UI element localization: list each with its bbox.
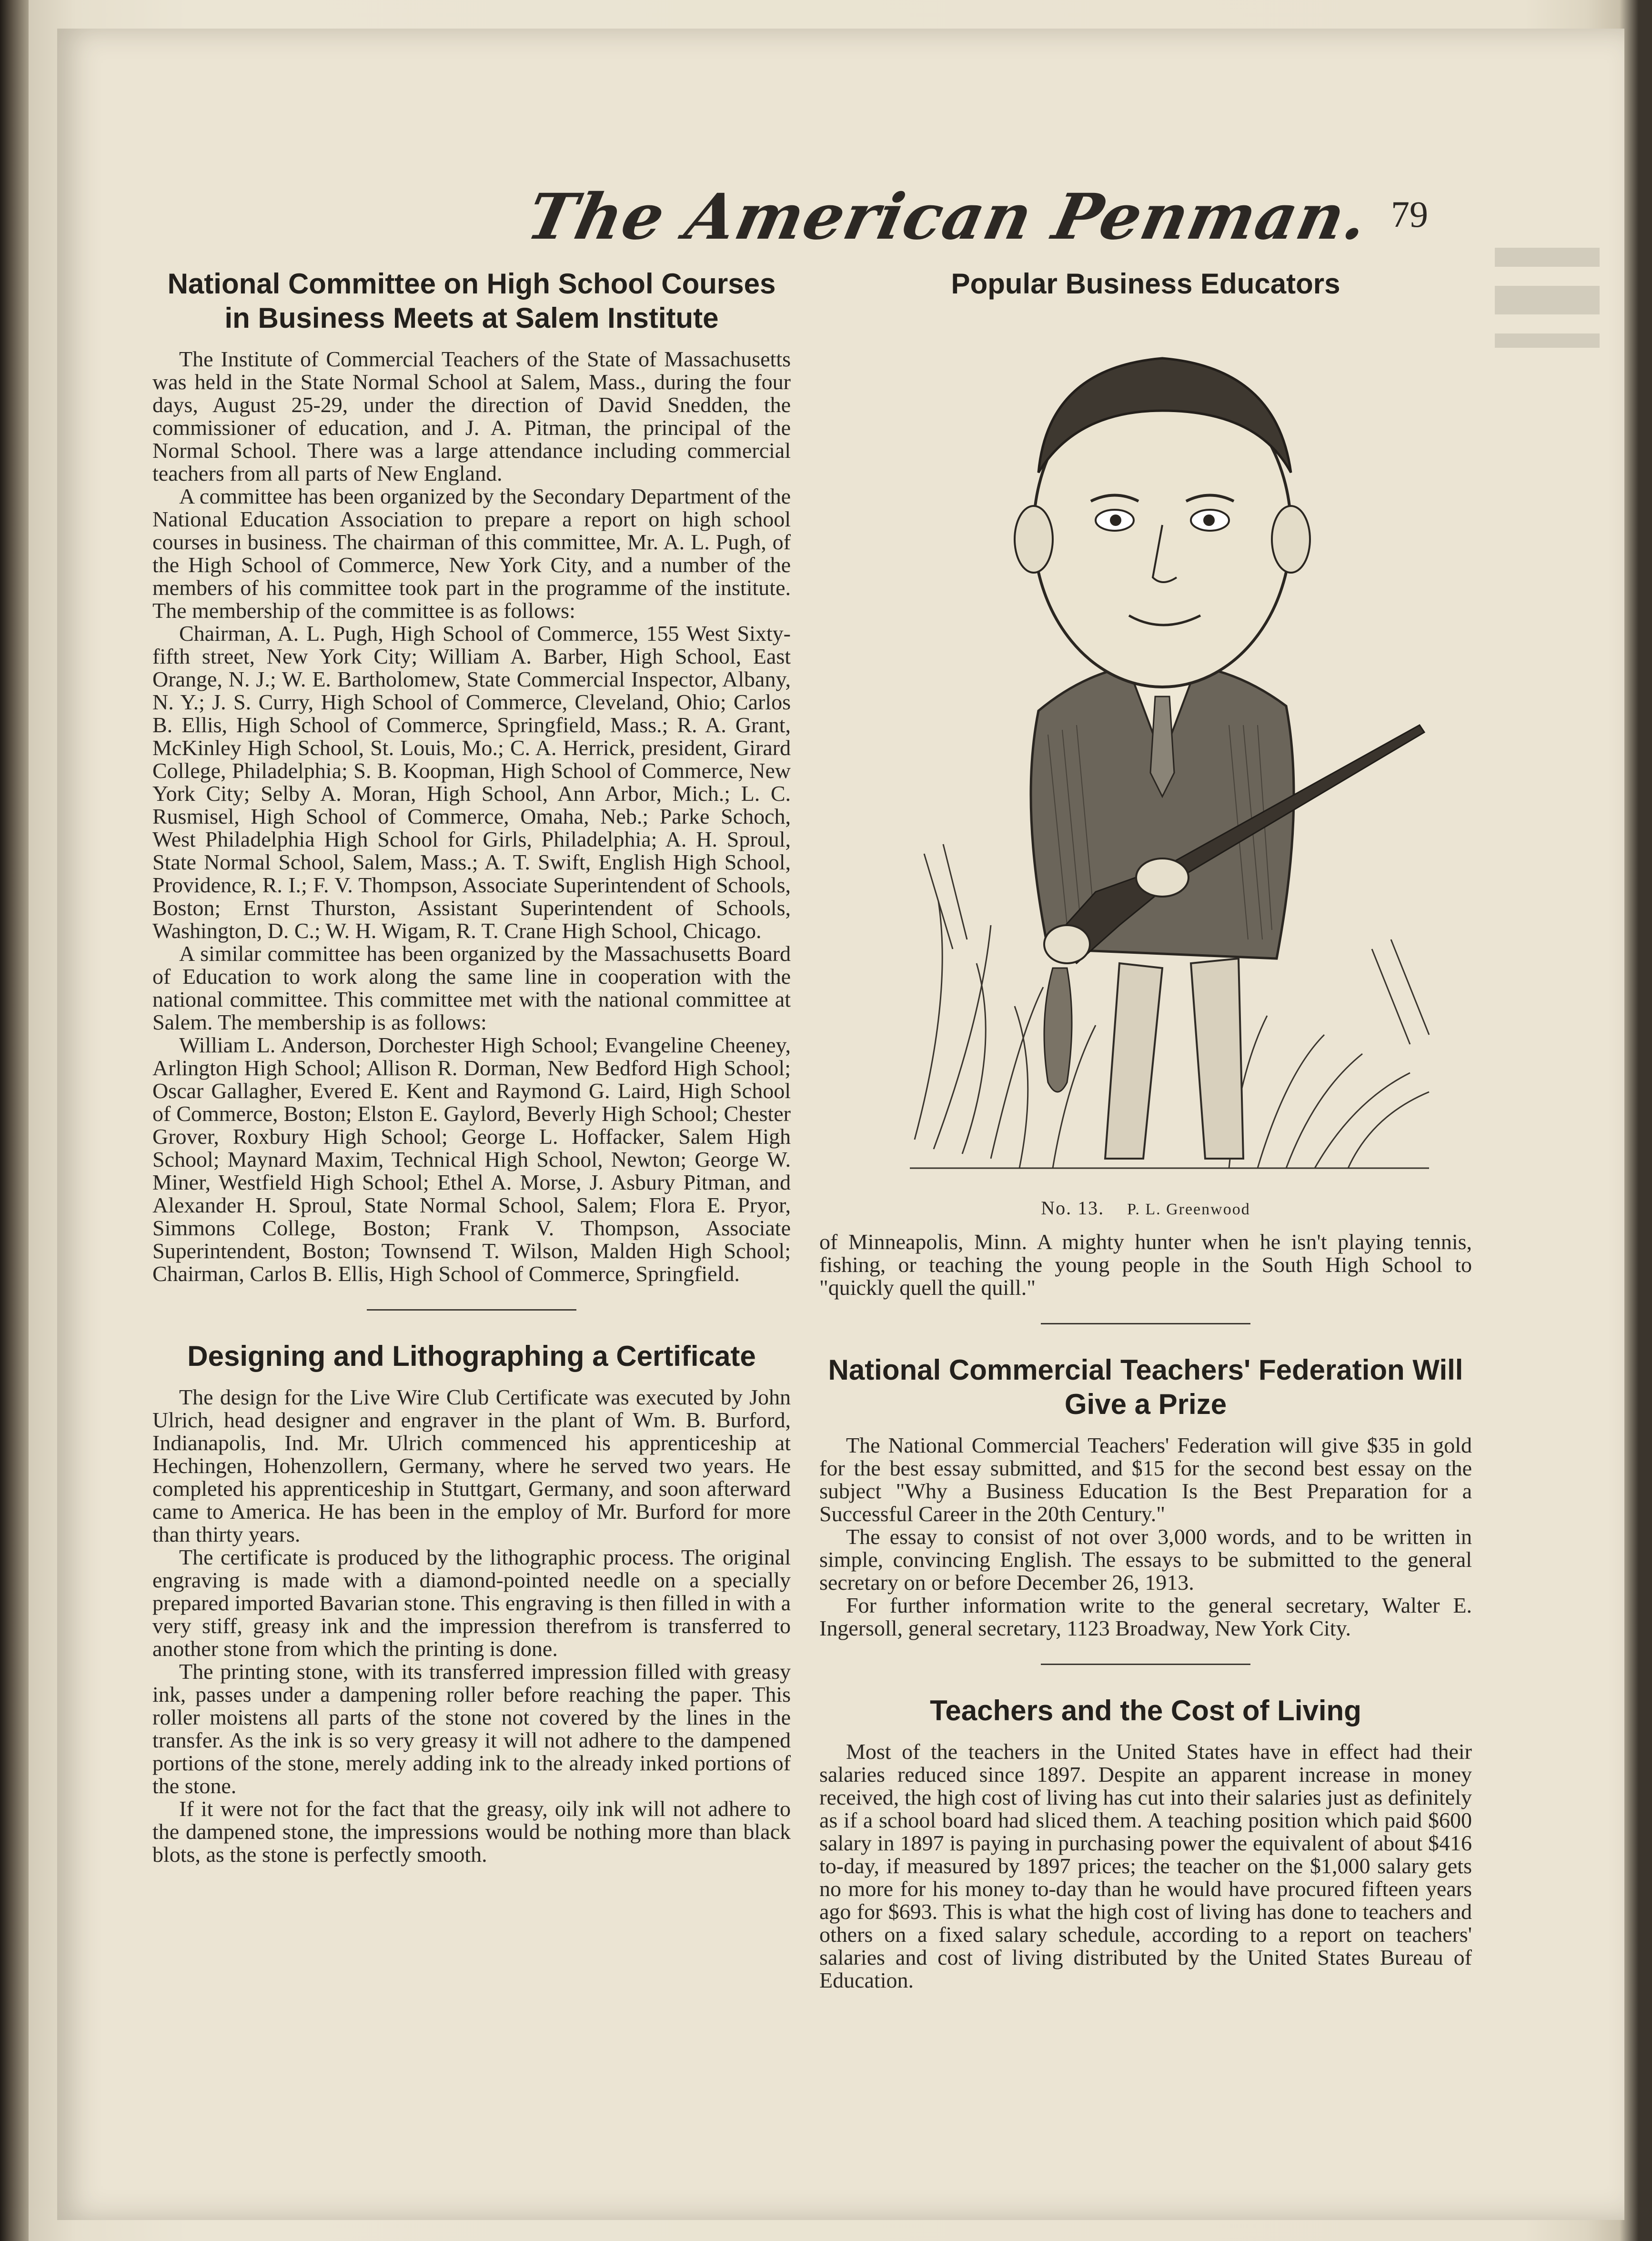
article-heading-certificate: Designing and Lithographing a Certificate xyxy=(187,1340,756,1372)
article-paragraph: If it were not for the fact that the greasy, oily ink will not adhere to the dampened stone, the impressions would be nothing more than black blots, as the stone is perfectly smooth. xyxy=(152,1797,791,1867)
article-heading-cost-of-living: Teachers and the Cost of Living xyxy=(930,1695,1361,1726)
article-paragraph: The design for the Live Wire Club Certificate was executed by John Ulrich, head designer and engraver in the plant of Wm. B. Burford, Indianapolis, Ind. Mr. Ulrich commenced his apprenticeship at Hechingen, Hohenzollern, Germany, where he served two years. He completed his apprenticeship in Stuttgart, Germany, and soon afterward came to America. He has been in the employ of Mr. Burford for more than thirty years. xyxy=(152,1385,791,1546)
article-paragraph: of Minneapolis, Minn. A mighty hunter when he isn't playing tennis, fishing, or teaching the young people in the South High School to "quickly quell the quill." xyxy=(819,1230,1472,1300)
portrait-caption xyxy=(819,1197,1472,1221)
masthead-title: The American Penman. xyxy=(521,180,1375,254)
article-paragraph: The National Commercial Teachers' Federation will give $35 in gold for the best essay submitted, and $15 for the second best essay on the subject "Why a Business Education Is the Best Preparation for a Successful Career in the 20th Century." xyxy=(819,1433,1472,1526)
caricature-illustration xyxy=(896,330,1439,1187)
caption-number: No. 13. xyxy=(1041,1197,1105,1219)
article-heading-federation-prize: National Commercial Teachers' Federation Will Give a Prize xyxy=(828,1354,1463,1420)
article-paragraph: Chairman, A. L. Pugh, High School of Commerce, 155 West Sixty-fifth street, New York City; William A. Barber, High School, East Orange, N. J.; W. E. Bartholomew, State Commercial Inspector, Albany, N. Y.; J. S. Curry, High School of Commerce, Cleveland, Ohio; Carlos B. Ellis, High School of Commerce, Springfield, Mass.; R. A. Grant, McKinley High School, St. Louis, Mo.; C. A. Herrick, president, Girard College, Philadelphia; S. B. Koopman, High School of Commerce, New York City; Selby A. Moran, High School, Ann Arbor, Mich.; L. C. Rusmisel, High School of Commerce, Omaha, Neb.; Parke Schoch, West Philadelphia High School for Girls, Philadelphia; A. H. Sproul, State Normal School, Salem, Mass.; A. T. Swift, English High School, Providence, R. I.; F. V. Thompson, Associate Superintendent of Schools, Boston; Ernst Thurston, Assistant Superintendent of Schools, Washington, D. C.; W. H. Wigam, R. T. Crane High School, Chicago. xyxy=(152,621,791,943)
left-column xyxy=(152,267,791,1866)
show-through-bleed xyxy=(1485,238,1609,505)
article-paragraph: William L. Anderson, Dorchester High School; Evangeline Cheeney, Arlington High School; Allison R. Dorman, New Bedford High School; Oscar Gallagher, Evered E. Kent and Raymond G. Laird, High School of Commerce, Boston; Elston E. Gaylord, Beverly High School; Chester Grover, Roxbury High School; George L. Hoffacker, Salem High School; Maynard Maxim, Technical High School, Newton; George W. Miner, Westfield High School; Ethel A. Morse, J. Asbury Pitman, and Alexander H. Sproul, State Normal School, Salem; Flora E. Pryor, Simmons College, Boston; Frank V. Thompson, Associate Superintendent, Boston; Townsend T. Wilson, Malden High School; Chairman, Carlos B. Ellis, High School of Commerce, Springfield. xyxy=(152,1033,791,1286)
caption-name: P. L. Greenwood xyxy=(1127,1201,1250,1218)
article-paragraph: The Institute of Commercial Teachers of the State of Massachusetts was held in the State Normal School at Salem, Mass., during the four days, August 25-29, under the direction of David Snedden, the commissioner of education, and J. A. Pitman, the principal of the Normal School. There was a large attendance including commercial teachers from all parts of New England. xyxy=(152,347,791,485)
section-divider xyxy=(1041,1323,1250,1324)
article-paragraph: A committee has been organized by the Secondary Department of the National Education Association to prepare a report on high school courses in business. The chairman of this committee, Mr. A. L. Pugh, of the High School of Commerce, New York City, and a number of the members of his committee took part in the programme of the institute. The membership of the committee is as follows: xyxy=(152,484,791,623)
article-paragraph: For further information write to the general secretary, Walter E. Ingersoll, general secretary, 1123 Broadway, New York City. xyxy=(819,1593,1472,1640)
right-column xyxy=(819,267,1472,1992)
article-heading-popular-educators: Popular Business Educators xyxy=(951,268,1340,300)
section-divider xyxy=(1041,1664,1250,1665)
article-paragraph: The printing stone, with its transferred impression filled with greasy ink, passes under a dampening roller before reaching the paper. This roller moistens all parts of the stone not covered by the lines in the transfer. As the ink is so very greasy it will not adhere to the dampened portions of the stone, merely adding ink to the already inked portions of the stone. xyxy=(152,1659,791,1798)
masthead xyxy=(481,181,1415,252)
article-paragraph: The certificate is produced by the lithographic process. The original engraving is made with a diamond-pointed needle on a specially prepared imported Bavarian stone. This engraving is then filled in with a very stiff, greasy ink and the impression therefrom is transferred to another stone from which the printing is done. xyxy=(152,1545,791,1661)
section-divider xyxy=(367,1309,576,1311)
article-paragraph: Most of the teachers in the United States have in effect had their salaries reduced since 1897. Despite an apparent increase in money received, the high cost of living has cut into their salaries just as definitely as if a school board had sliced them. A teaching position which paid $600 salary in 1897 is paying in purchasing power the equivalent of about $416 to-day, if measured by 1897 prices; the teacher on the $1,000 salary gets no more for his money to-day than he would have procured fifteen years ago for $693. This is what the high cost of living has done to teachers and others on a fixed salary schedule, according to a report on teachers' salaries and cost of living distributed by the United States Bureau of Education. xyxy=(819,1739,1472,1992)
hunter-caricature-drawing xyxy=(896,330,1439,1187)
article-paragraph: The essay to consist of not over 3,000 words, and to be written in simple, convincing English. The essays to be submitted to the general secretary on or before December 26, 1913. xyxy=(819,1524,1472,1595)
page-number: 79 xyxy=(1391,193,1428,235)
book-gutter xyxy=(0,0,29,2241)
article-heading-national-committee: National Committee on High School Courses in Business Meets at Salem Institute xyxy=(167,268,776,334)
article-paragraph: A similar committee has been organized by the Massachusetts Board of Education to work along the same line in cooperation with the national committee. This committee met with the national committee at Salem. The membership is as follows: xyxy=(152,941,791,1034)
